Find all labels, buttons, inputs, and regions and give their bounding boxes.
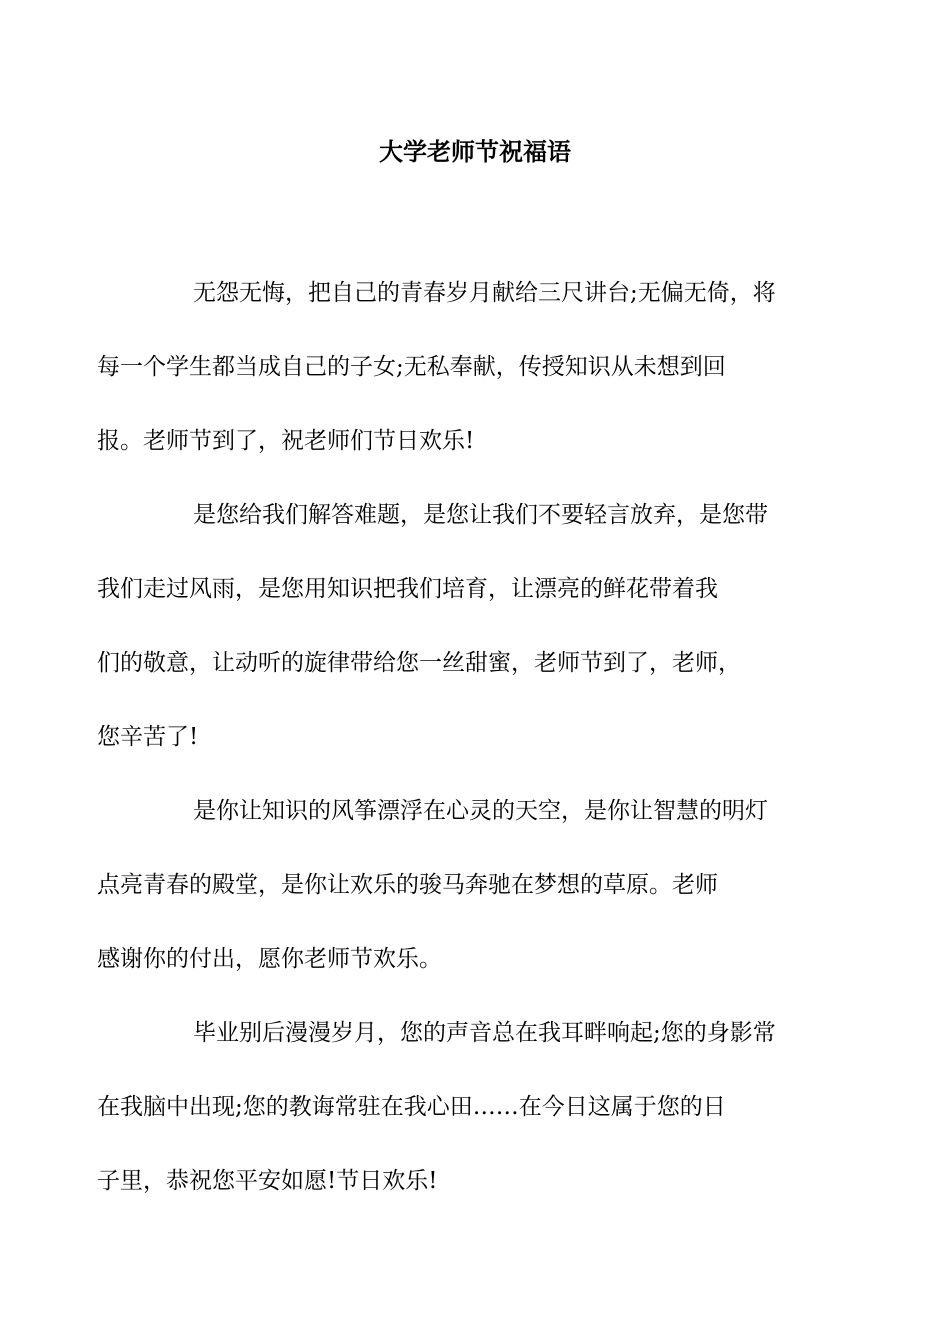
paragraph-line: 点亮青春的殿堂，是你让欢乐的骏马奔驰在梦想的草原。老师	[97, 872, 718, 898]
paragraph-line: 无怨无悔，把自己的青春岁月献给三尺讲台;无偏无倚，将	[193, 280, 776, 306]
paragraph-4	[97, 996, 817, 1218]
paragraph-line: 每一个学生都当成自己的子女;无私奉献，传授知识从未想到回	[97, 354, 726, 380]
paragraph-line: 我们走过风雨，是您用知识把我们培育，让漂亮的鲜花带着我	[97, 576, 718, 602]
paragraph-line: 是你让知识的风筝漂浮在心灵的天空，是你让智慧的明灯	[193, 798, 768, 824]
document-title: 大学老师节祝福语	[379, 137, 571, 166]
paragraph-line: 您辛苦了!	[97, 724, 199, 750]
paragraph-line: 子里，恭祝您平安如愿!节日欢乐!	[97, 1168, 438, 1194]
paragraph-line: 毕业别后漫漫岁月，您的声音总在我耳畔响起;您的身影常	[193, 1020, 776, 1046]
paragraph-line: 是您给我们解答难题，是您让我们不要轻言放弃，是您带	[193, 502, 768, 528]
paragraph-2	[97, 478, 817, 774]
paragraph-line: 们的敬意，让动听的旋律带给您一丝甜蜜，老师节到了，老师，	[97, 650, 741, 676]
document-body	[97, 256, 817, 1218]
paragraph-line: 报。老师节到了，祝老师们节日欢乐!	[97, 428, 475, 454]
paragraph-3	[97, 774, 817, 996]
paragraph-line: 感谢你的付出，愿你老师节欢乐。	[97, 946, 442, 972]
paragraph-1	[97, 256, 817, 478]
paragraph-line: 在我脑中出现;您的教诲常驻在我心田……在今日这属于您的日	[97, 1094, 726, 1120]
